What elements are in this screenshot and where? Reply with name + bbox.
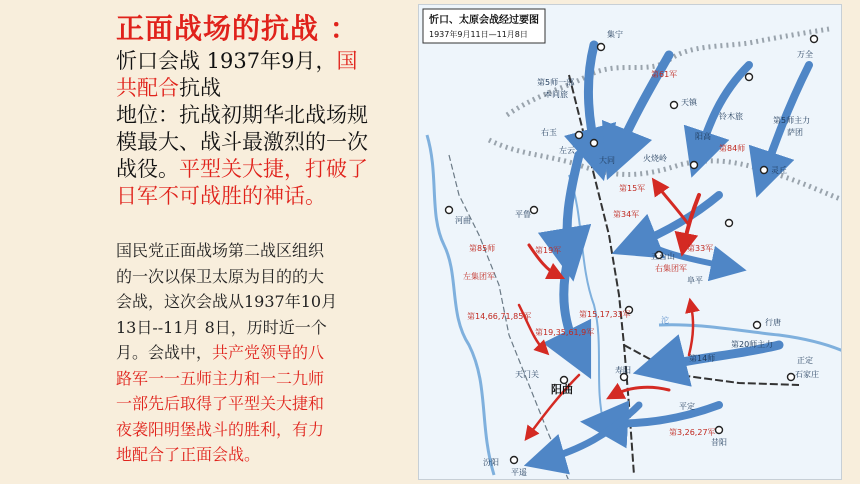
unit-label: 本间旅	[544, 90, 568, 99]
resistance-label: 抗战	[179, 76, 221, 100]
place-dot	[531, 207, 538, 214]
place-dot	[576, 132, 583, 139]
place-label: 行唐	[765, 318, 781, 327]
para-line: 国民党正面战场第二战区组织	[116, 241, 325, 260]
unit-label: 第61军	[651, 70, 678, 79]
unit-label: 铃木旅	[719, 112, 743, 121]
place-label: 集宁	[607, 30, 623, 39]
unit-label: 第15军	[619, 184, 646, 193]
para-line: 的一次以保卫太原为目的的大	[116, 266, 325, 286]
pingxingguan-highlight: 平型关大捷，打破了	[179, 157, 368, 181]
place-label: 平鲁	[515, 210, 531, 219]
river-label: 沱	[661, 316, 669, 325]
place-label: 灵丘	[771, 166, 787, 175]
place-label: 河曲	[455, 216, 471, 225]
unit-label: 第3,26,27军	[669, 428, 716, 437]
unit-label: 萨团	[787, 128, 803, 137]
description-paragraph	[116, 238, 418, 468]
status-line-3	[116, 156, 416, 183]
para-line: 会战，这次会战从1937年10月	[116, 292, 338, 311]
place-label: 天门关	[515, 370, 539, 379]
place-label: 昔阳	[711, 438, 727, 447]
blue-arrow	[564, 255, 579, 355]
place-label: 五台山	[651, 252, 675, 261]
place-label: 阳曲	[551, 383, 573, 396]
unit-label: 第84师	[719, 144, 746, 153]
place-dot	[746, 74, 753, 81]
place-dot	[691, 162, 698, 169]
blue-arrow	[544, 405, 639, 460]
place-dot	[761, 167, 768, 174]
unit-label: 第19,35,61,9军	[535, 328, 595, 337]
text-column	[116, 10, 416, 210]
map-title: 忻口、太原会战经过要图	[429, 15, 539, 26]
cooperation-label-b: 共配合	[116, 76, 179, 100]
place-dot	[511, 457, 518, 464]
para-line: 13日--11月 8日，历时近一个	[116, 317, 327, 337]
map-subtitle: 1937年9月11日—11月8日	[429, 30, 528, 39]
unit-label: 第14,66,71,85军	[467, 312, 532, 321]
place-label: 天镇	[681, 98, 697, 107]
place-label: 正定	[797, 356, 813, 365]
place-label: 左云	[559, 146, 575, 155]
place-dot	[726, 220, 733, 227]
place-markers	[446, 36, 818, 464]
red-arrow	[614, 387, 669, 395]
blue-arrow	[634, 195, 719, 245]
para-line	[116, 340, 418, 366]
place-label: 大同	[599, 156, 615, 165]
place-label: 右玉	[541, 128, 557, 137]
red-arrow	[689, 305, 693, 355]
place-dot	[716, 427, 723, 434]
place-dot	[754, 322, 761, 329]
para-line-highlight: 一部先后取得了平型关大捷和	[116, 394, 325, 413]
unit-label: 第33军	[687, 244, 714, 253]
place-dot	[598, 44, 605, 51]
para-line-highlight: 夜袭阳明堡战斗的胜利，有力	[116, 419, 325, 439]
unit-label: 第5师主力	[773, 116, 811, 125]
place-label: 火烧岭	[643, 154, 667, 163]
place-dot	[446, 207, 453, 214]
great-wall-south	[489, 140, 842, 200]
red-arrow	[657, 185, 689, 225]
battle-date: 忻口会战 1937年9月，	[116, 49, 337, 73]
battle-map	[418, 4, 842, 480]
campaign-word: 战役。	[116, 157, 179, 181]
blue-arrow	[588, 45, 597, 155]
unit-label: 第85师	[469, 244, 496, 253]
unit-label: 左集团军	[463, 272, 495, 281]
place-dot	[811, 36, 818, 43]
place-label: 阜平	[687, 276, 703, 285]
para-text: 月。会战中，	[116, 343, 213, 362]
place-label: 寿阳	[615, 366, 631, 375]
place-label: 平遥	[511, 468, 527, 477]
cooperation-line	[116, 75, 416, 102]
para-line-highlight: 地配合了正面会战。	[116, 445, 261, 464]
unit-label: 第20师主力	[731, 340, 774, 349]
place-dot	[788, 374, 795, 381]
unit-label: 第14师	[689, 354, 716, 363]
place-dot	[671, 102, 678, 109]
fen-river	[569, 175, 604, 425]
myth-line: 日军不可战胜的神话。	[116, 184, 326, 208]
place-label: 汾阳	[483, 458, 499, 467]
page-title: 正面战场的抗战 ：	[116, 12, 359, 45]
para-line-highlight: 路军一一五师主力和一二九师	[116, 368, 325, 388]
unit-label: 第15,17,33军	[579, 310, 631, 319]
status-line-1: 地位：抗战初期华北战场规	[116, 103, 368, 127]
blue-arrow	[699, 65, 749, 155]
unit-label: 第5师一部	[537, 78, 575, 87]
place-label: 石家庄	[795, 370, 819, 379]
yellow-river	[427, 135, 494, 475]
place-label: 万全	[797, 50, 813, 59]
cooperation-label-a: 国	[336, 49, 358, 73]
unit-label: 第34军	[613, 210, 640, 219]
status-line-2: 模最大、战斗最激烈的一次	[116, 130, 368, 154]
unit-label: 第19军	[535, 246, 562, 255]
unit-label: 右集团军	[655, 264, 687, 273]
para-highlight: 共产党领导的八	[212, 343, 325, 362]
place-dot	[591, 140, 598, 147]
battle-line	[116, 48, 416, 75]
map-svg	[419, 5, 842, 480]
place-label: 平定	[679, 402, 695, 411]
place-label: 阳高	[695, 132, 711, 141]
